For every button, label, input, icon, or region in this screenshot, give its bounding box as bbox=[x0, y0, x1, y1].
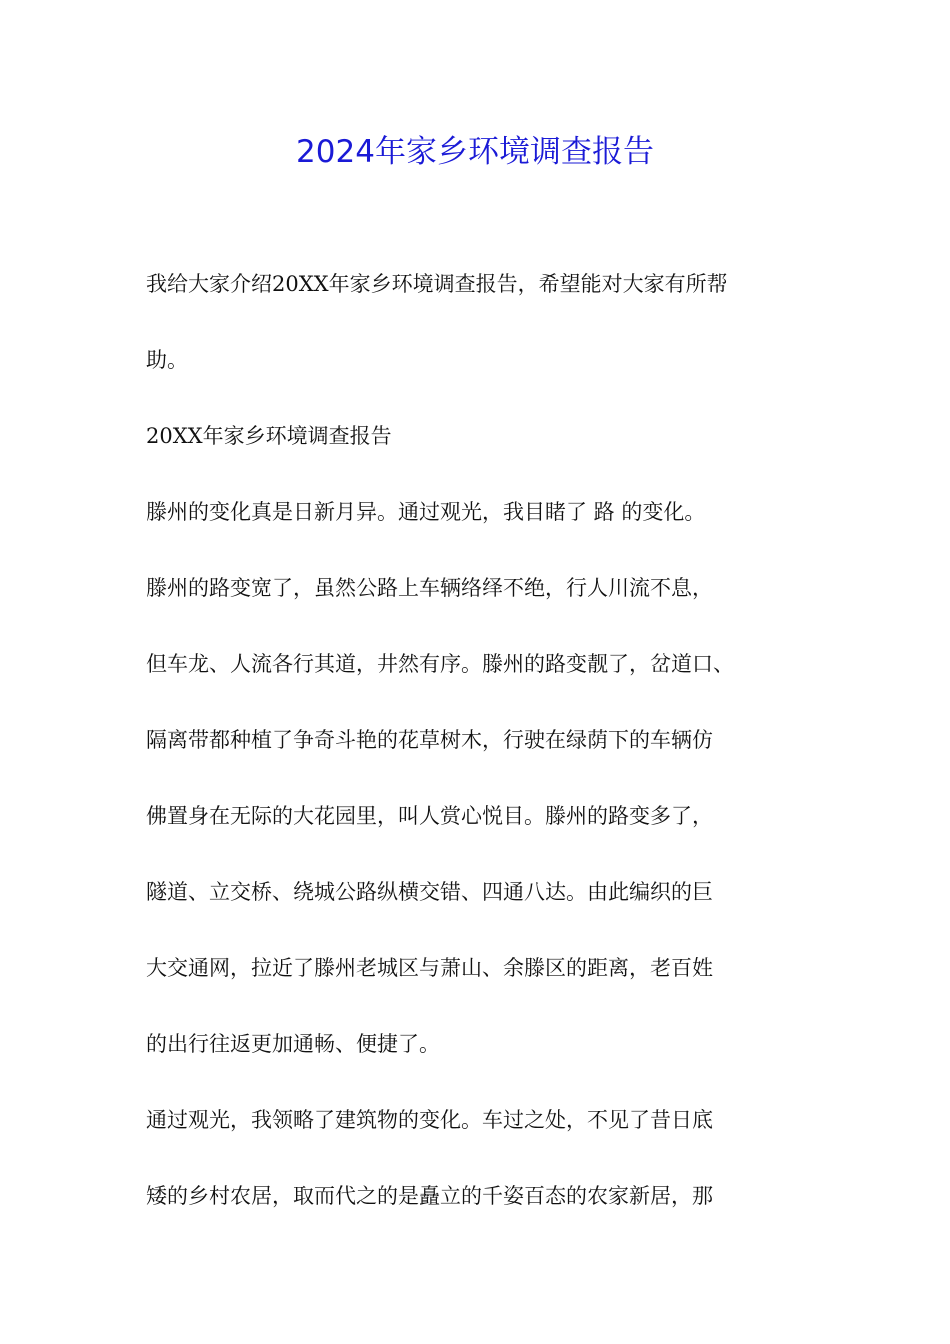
body-line: 20XX年家乡环境调查报告 bbox=[146, 424, 392, 448]
body-line: 的出行往返更加通畅、便捷了。 bbox=[146, 1032, 440, 1056]
body-line: 矮的乡村农居，取而代之的是矗立的千姿百态的农家新居，那 bbox=[146, 1184, 713, 1208]
body-line: 隧道、立交桥、绕城公路纵横交错、四通八达。由此编织的巨 bbox=[146, 880, 713, 904]
body-line: 佛置身在无际的大花园里，叫人赏心悦目。滕州的路变多了， bbox=[146, 804, 713, 828]
document-title: 2024年家乡环境调查报告 bbox=[296, 134, 654, 170]
body-line: 我给大家介绍20XX年家乡环境调查报告，希望能对大家有所帮 bbox=[146, 272, 728, 296]
body-line: 隔离带都种植了争奇斗艳的花草树木，行驶在绿荫下的车辆仿 bbox=[146, 728, 713, 752]
body-line: 大交通网，拉近了滕州老城区与萧山、余滕区的距离，老百姓 bbox=[146, 956, 713, 980]
body-line: 滕州的路变宽了，虽然公路上车辆络绎不绝，行人川流不息， bbox=[146, 576, 713, 600]
body-line: 通过观光，我领略了建筑物的变化。车过之处，不见了昔日底 bbox=[146, 1108, 713, 1132]
body-line: 助。 bbox=[146, 348, 188, 372]
body-line: 但车龙、人流各行其道，井然有序。滕州的路变靓了，岔道口、 bbox=[146, 652, 734, 676]
document-body bbox=[146, 261, 826, 1249]
body-line: 滕州的变化真是日新月异。通过观光，我目睹了 路 的变化。 bbox=[146, 500, 706, 524]
